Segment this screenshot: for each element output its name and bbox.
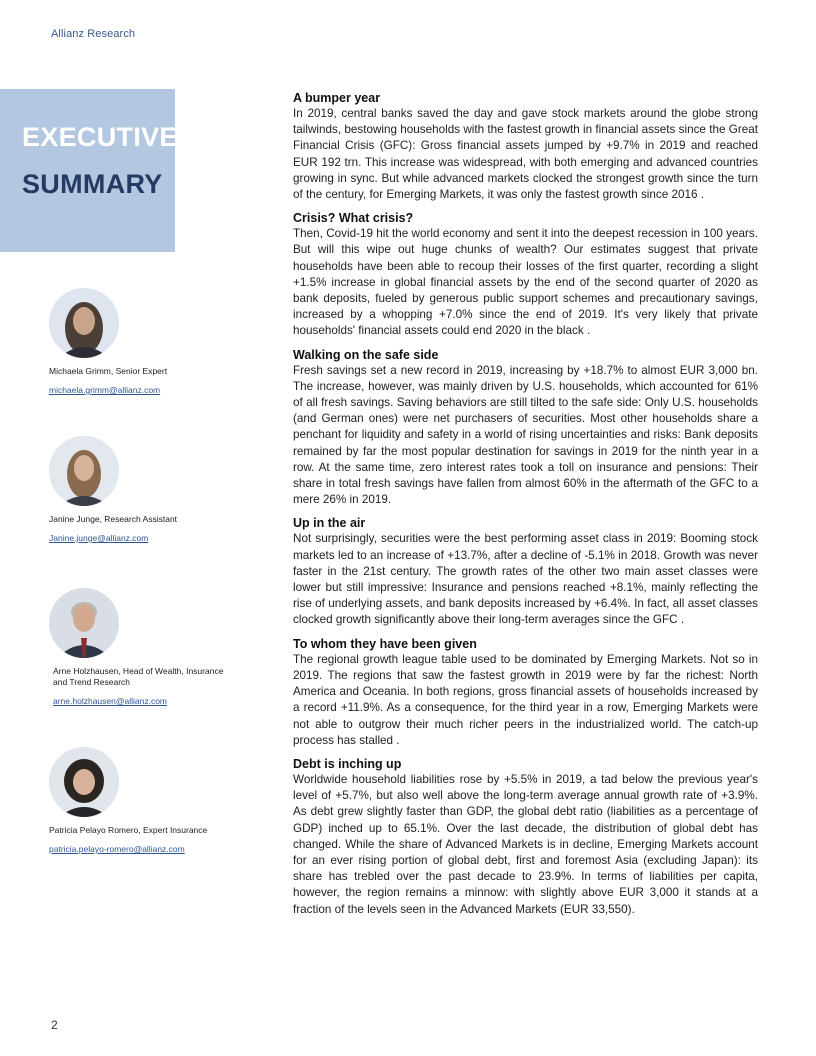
author-name: Arne Holzhausen, Head of Wealth, Insurance and Trend Research: [53, 666, 224, 687]
executive-title: EXECUTIVE: [22, 122, 178, 152]
author-name: Patricia Pelayo Romero, Expert Insurance: [49, 825, 208, 835]
section-bumper-year: [293, 90, 758, 203]
author-card: [49, 747, 239, 854]
section-heading: Debt is inching up: [293, 756, 402, 771]
section-safe-side: [293, 347, 758, 509]
section-to-whom: [293, 636, 758, 749]
author-name: Janine Junge, Research Assistant: [49, 514, 178, 524]
author-avatar: [49, 747, 119, 817]
page-number: 2: [51, 1018, 58, 1032]
author-photo-icon: [49, 288, 119, 358]
summary-title: SUMMARY: [22, 169, 163, 199]
author-card: [49, 436, 239, 543]
author-email-link[interactable]: arne.holzhausen@allianz.com: [53, 696, 167, 706]
section-body: Then, Covid-19 hit the world economy and sent it into the deepest recession in 100 years. But will this wipe out huge chunks of wealth? Our estimates suggest that private households have been able to recoup their losses of the first quarter, recording a slight +1.5% increase in global financial assets by the end of the second quarter of 2020 as bank deposits, fueled by generous public support schemes and precautionary savings, increased by a whopping +7.0% since the end of 2019. It's very likely that private households' financial assets could end 2020 in the black .: [293, 227, 758, 338]
section-body: In 2019, central banks saved the day and gave stock markets around the globe strong tailwinds, bestowing households with the fastest growth in financial assets since the Great Financial Crisis (GFC): Gross financial assets jumped by +9.7% in 2019 and reached EUR 192 trn. This increase was widespread, with both emerging and advanced countries growing in sync. But while advanced markets clocked the strongest growth since the turn of the century, for Emerging Markets, it was only the fastest growth since 2016 .: [293, 107, 758, 202]
section-body: Fresh savings set a new record in 2019, increasing by +18.7% to almost EUR 3,000 bn. The increase, however, was mainly driven by U.S. households, which accounted for 61% of all fresh savings. Saving behaviors are still tilted to the safe side: Only U.S. households (and German ones) were net purchasers of securities. Most other households share a penchant for liquidity and safety in a world of rising uncertainties and risks: Bank deposits remained by far the most popular destination for savings in 2019 for the ninth year in a row. At the same time, zero interest rates took a toll on insurance and pensions: Their share in total fresh savings have fallen from almost 60% in the aftermath of the GFC to a mere 26% in 2019.: [293, 363, 758, 507]
author-avatar: [49, 436, 119, 506]
author-avatar: [49, 588, 119, 658]
author-email-link[interactable]: michaela.grimm@allianz.com: [49, 385, 161, 395]
section-body: Worldwide household liabilities rose by +5.5% in 2019, a tad below the previous year's level of +5.7%, but also well above the long-term average annual growth rate of +3.9%. As debt grew slightly faster than GDP, the global debt ratio (liabilities as a percentage of GDP) inched up to 65.1%. Over the last decade, the distribution of global debt has changed. While the share of Advanced Markets is in decline, Emerging Markets account for an ever rising portion of global debt, first and foremost Asia (excluding Japan): its share has trebled over the past decade to 23.9%. In terms of liabilities per capita, however, the region remains a minnow: with slightly above EUR 3,000 it stands at a fraction of the levels seen in the Advanced Markets (EUR 33,550).: [293, 772, 758, 916]
author-email-link[interactable]: Janine.junge@allianz.com: [49, 533, 149, 543]
author-name: Michaela Grimm, Senior Expert: [49, 366, 168, 376]
author-email-link[interactable]: patricia.pelayo-romero@allianz.com: [49, 844, 185, 854]
section-heading: Walking on the safe side: [293, 347, 439, 362]
section-body: Not surprisingly, securities were the best performing asset class in 2019: Booming stock markets led to an increase of +13.7%, after a decline of -5.1% in 2018. Growth was never faster in the 21st century. The growth rates of the other two main asset classes were lower but still impressive: Insurance and pensions reached +8.1%, mainly reflecting the rise of underlying assets, and bank deposits increased by +6.4%. In fact, all asset classes clocked growth significantly above their long-term averages since the GFC .: [293, 532, 758, 627]
author-card: [49, 588, 239, 706]
section-debt: [293, 756, 758, 918]
section-body: The regional growth league table used to be dominated by Emerging Markets. Not so in 2019. The regions that saw the fastest growth in 2019 were by far the richest: North America and Oceania. In both regions, gross financial assets of households increased by a record +11.9%. As a consequence, for the third year in a row, Emerging Markets were not able to outgrow their much richer peers in the industrialized world. The catch-up process has stalled .: [293, 652, 758, 747]
section-heading: To whom they have been given: [293, 636, 477, 651]
section-crisis: [293, 210, 758, 339]
summary-content: [293, 90, 758, 925]
section-up-in-the-air: [293, 515, 758, 628]
author-photo-icon: [49, 588, 119, 658]
author-photo-icon: [49, 436, 119, 506]
author-card: [49, 288, 239, 395]
section-heading: Crisis? What crisis?: [293, 211, 414, 226]
header-brand: Allianz Research: [51, 28, 136, 40]
author-avatar: [49, 288, 119, 358]
section-heading: A bumper year: [293, 91, 381, 105]
author-photo-icon: [49, 747, 119, 817]
section-heading: Up in the air: [293, 516, 366, 531]
